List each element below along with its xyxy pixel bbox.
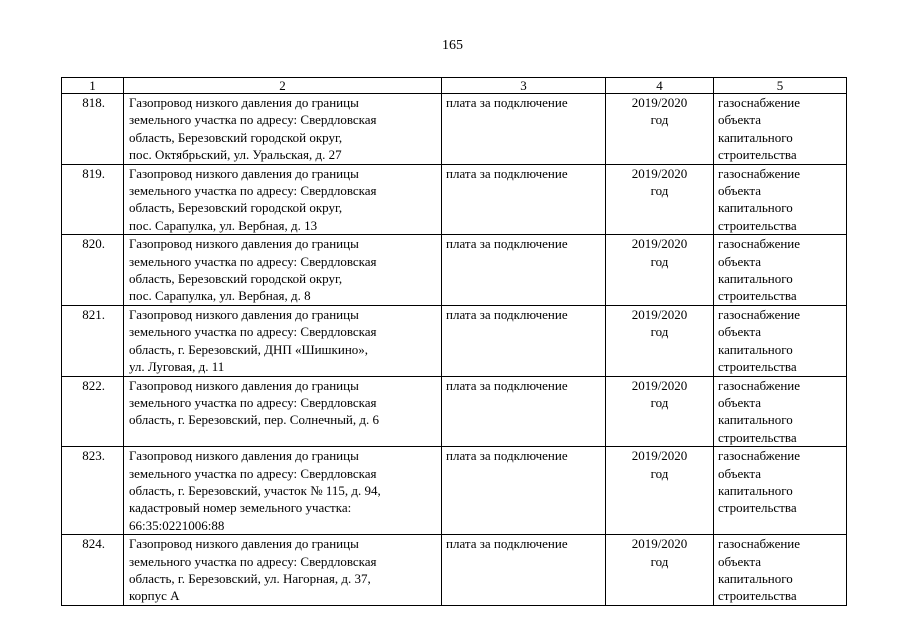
object-name-line: Газопровод низкого давления до границы (129, 536, 359, 552)
object-name-line: область, Березовский городской округ, (129, 271, 343, 287)
object-name-cell (124, 305, 442, 376)
period-cell (606, 535, 714, 606)
fee-type-cell: плата за подключение (442, 447, 606, 535)
object-name-line: область, г. Березовский, участок № 115, д. 94, (129, 482, 381, 498)
purpose-line: капитального (718, 129, 793, 145)
object-name-line: кадастровый номер земельного участка: (129, 500, 352, 516)
purpose-line: газоснабжение (718, 95, 801, 110)
period-cell (606, 235, 714, 306)
object-name-cell (124, 447, 442, 535)
purpose-line: строительства (718, 288, 797, 304)
object-name-line: область, г. Березовский, пер. Солнечный, д. 6 (129, 412, 379, 428)
object-name-line: корпус А (129, 588, 180, 604)
period-cell (606, 94, 714, 165)
object-name-line: 66:35:0221006:88 (129, 517, 225, 533)
purpose-line: строительства (718, 359, 797, 375)
purpose-cell (714, 447, 847, 535)
object-name-line: земельного участка по адресу: Свердловская (129, 553, 377, 569)
table-row (62, 535, 847, 606)
object-name-line: Газопровод низкого давления до границы (129, 236, 359, 252)
purpose-line: строительства (718, 429, 797, 445)
period-line: год (650, 324, 669, 340)
object-name-line: земельного участка по адресу: Свердловская (129, 324, 377, 340)
object-name-cell (124, 164, 442, 235)
table-row (62, 94, 847, 165)
purpose-line: капитального (718, 482, 793, 498)
column-header-3: 3 (442, 78, 606, 94)
object-name-cell (124, 535, 442, 606)
row-number-cell: 819. (62, 164, 124, 235)
row-number-cell: 818. (62, 94, 124, 165)
period-line: 2019/2020 (631, 165, 688, 181)
period-cell (606, 447, 714, 535)
purpose-line: газоснабжение (718, 377, 801, 393)
period-line: год (650, 465, 669, 481)
fee-type-cell: плата за подключение (442, 164, 606, 235)
object-name-cell (124, 94, 442, 165)
purpose-cell (714, 305, 847, 376)
fee-type-cell: плата за подключение (442, 235, 606, 306)
object-name-line: земельного участка по адресу: Свердловская (129, 183, 377, 199)
column-header-2: 2 (124, 78, 442, 94)
purpose-line: капитального (718, 271, 793, 287)
period-line: год (650, 394, 669, 410)
purpose-cell (714, 94, 847, 165)
object-name-line: пос. Октябрьский, ул. Уральская, д. 27 (129, 147, 342, 163)
purpose-line: объекта (718, 112, 762, 128)
purpose-line: капитального (718, 341, 793, 357)
object-name-line: земельного участка по адресу: Свердловская (129, 253, 377, 269)
purpose-line: строительства (718, 147, 797, 163)
column-header-5: 5 (714, 78, 847, 94)
purpose-line: объекта (718, 183, 762, 199)
object-name-line: область, г. Березовский, ул. Нагорная, д. 37, (129, 570, 371, 586)
table-header-row (62, 78, 847, 94)
object-name-line: пос. Сарапулка, ул. Вербная, д. 8 (129, 288, 311, 304)
table-row (62, 447, 847, 535)
object-name-cell (124, 376, 442, 447)
purpose-cell (714, 164, 847, 235)
object-name-line: область, Березовский городской округ, (129, 129, 343, 145)
period-line: год (650, 553, 669, 569)
object-name-line: область, г. Березовский, ДНП «Шишкино», (129, 341, 369, 357)
period-line: 2019/2020 (631, 536, 688, 552)
column-header-4: 4 (606, 78, 714, 94)
object-name-line: пос. Сарапулка, ул. Вербная, д. 13 (129, 217, 318, 233)
purpose-line: газоснабжение (718, 306, 801, 322)
object-name-line: Газопровод низкого давления до границы (129, 448, 359, 464)
period-cell (606, 164, 714, 235)
object-name-line: земельного участка по адресу: Свердловская (129, 394, 377, 410)
purpose-line: газоснабжение (718, 165, 801, 181)
table-row (62, 164, 847, 235)
purpose-line: газоснабжение (718, 448, 801, 464)
object-name-line: Газопровод низкого давления до границы (129, 377, 359, 393)
purpose-line: объекта (718, 394, 762, 410)
row-number-cell: 824. (62, 535, 124, 606)
period-line: 2019/2020 (631, 306, 688, 322)
period-line: 2019/2020 (631, 377, 688, 393)
object-name-line: ул. Луговая, д. 11 (129, 359, 225, 375)
purpose-line: газоснабжение (718, 536, 801, 552)
purpose-line: капитального (718, 412, 793, 428)
period-line: год (650, 253, 669, 269)
purpose-line: объекта (718, 253, 762, 269)
object-name-line: Газопровод низкого давления до границы (129, 165, 359, 181)
row-number-cell: 820. (62, 235, 124, 306)
period-cell (606, 305, 714, 376)
fee-type-cell: плата за подключение (442, 376, 606, 447)
row-number-cell: 821. (62, 305, 124, 376)
purpose-line: строительства (718, 500, 797, 516)
page-number: 165 (442, 38, 463, 53)
period-cell (606, 376, 714, 447)
fee-type-cell: плата за подключение (442, 94, 606, 165)
period-line: 2019/2020 (631, 95, 688, 110)
fee-type-cell: плата за подключение (442, 535, 606, 606)
column-header-1: 1 (62, 78, 124, 94)
purpose-line: объекта (718, 553, 762, 569)
object-name-line: область, Березовский городской округ, (129, 200, 343, 216)
fee-type-cell: плата за подключение (442, 305, 606, 376)
period-line: 2019/2020 (631, 236, 688, 252)
period-line: год (650, 112, 669, 128)
row-number-cell: 822. (62, 376, 124, 447)
table-row (62, 235, 847, 306)
purpose-line: строительства (718, 217, 797, 233)
period-line: 2019/2020 (631, 448, 688, 464)
objects-table (61, 77, 847, 606)
object-name-line: Газопровод низкого давления до границы (129, 306, 359, 322)
purpose-cell (714, 535, 847, 606)
object-name-cell (124, 235, 442, 306)
purpose-line: капитального (718, 200, 793, 216)
row-number-cell: 823. (62, 447, 124, 535)
purpose-cell (714, 235, 847, 306)
purpose-line: объекта (718, 465, 762, 481)
purpose-line: строительства (718, 588, 797, 604)
purpose-line: объекта (718, 324, 762, 340)
purpose-line: капитального (718, 570, 793, 586)
purpose-line: газоснабжение (718, 236, 801, 252)
table-row (62, 376, 847, 447)
object-name-line: Газопровод низкого давления до границы (129, 95, 359, 110)
object-name-line: земельного участка по адресу: Свердловская (129, 112, 377, 128)
object-name-line: земельного участка по адресу: Свердловская (129, 465, 377, 481)
table-row (62, 305, 847, 376)
period-line: год (650, 183, 669, 199)
purpose-cell (714, 376, 847, 447)
